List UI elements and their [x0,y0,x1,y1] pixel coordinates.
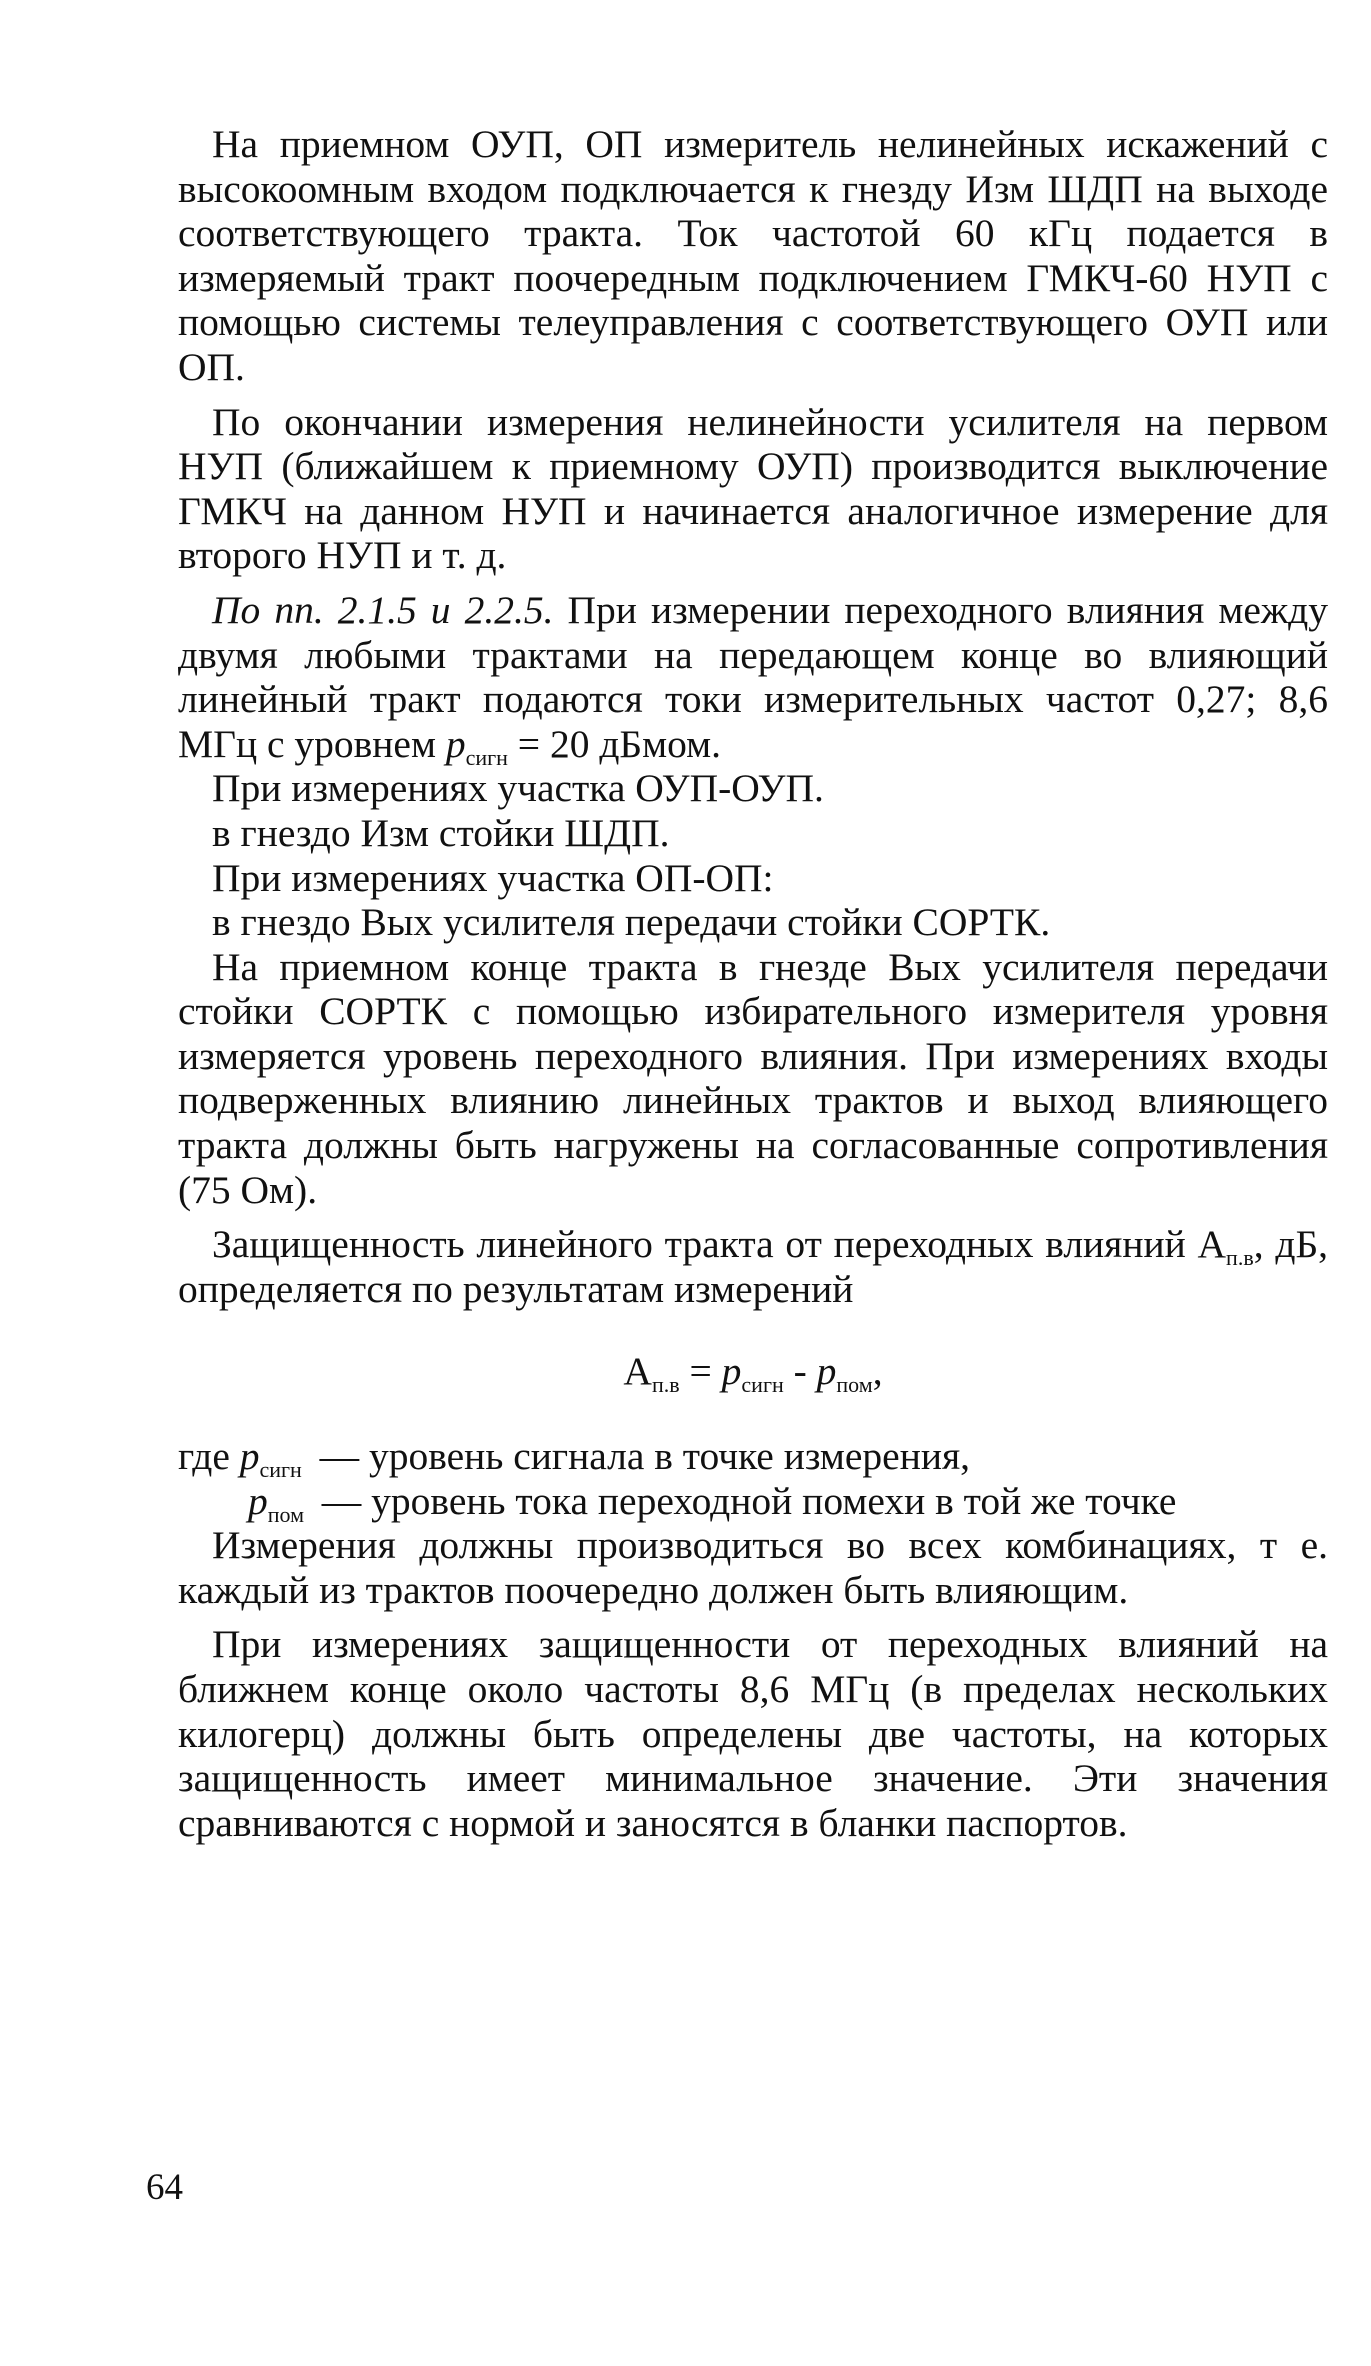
where-noise-text: уровень тока переходной помехи в той же точке [371,1478,1177,1523]
paragraph-crosstalk-measurement [178,587,1328,770]
page-text [178,122,1328,1845]
where-dash: — [319,1434,360,1479]
paragraph-gmkch-switchoff: По окончании измерения нелинейности усилителя на первом НУП (ближайшем к приемному ОУП) производится выключение ГМКЧ на данном НУП и начинается аналогичное измерение для второго НУП и т. д. [178,399,1328,578]
page-number: 64 [146,2167,183,2208]
formula-p-sig: p [721,1349,742,1394]
formula-comma: , [872,1349,883,1394]
symbol-A: A [1197,1222,1227,1267]
where-sub-sig: сигн [259,1457,302,1483]
protection-formula [178,1349,1328,1398]
crosstalk-text: При измерении переходного влияния между двумя любыми трактами на передающем конце во влияющий линейный тракт подаются токи измерительных частот 0,27; 8,6 МГц с уровнем [178,587,1328,766]
paragraph-protection [178,1222,1328,1311]
where-p: p [239,1434,260,1479]
where-symbol-p-sig [239,1434,302,1483]
formula-p-sig-sub: сигн [741,1372,784,1398]
where-indent [178,1479,248,1524]
where-p2: p [248,1478,268,1523]
subscript-sign: сигн [465,744,508,770]
paragraph-izm-socket: в гнездо Изм стойки ШДП. [212,810,670,855]
subscript-pv: п.в [1226,1245,1254,1271]
formula-A: A [623,1349,652,1394]
formula-A-sub: п.в [651,1372,680,1398]
paragraph-near-end: При измерениях защищенности от переходных влияний на ближнем конце около частоты 8,6 МГц (в пределах нескольких килогерц) должны быть определены две частоты, на которых защищенность имеет минимальное значение. Эти значения сравниваются с нормой и заносятся в бланки паспортов. [178,1622,1328,1845]
paragraph-oup-section: При измерениях участка ОУП-ОУП. [212,766,824,811]
formula-p-pom: p [816,1349,837,1394]
where-line-signal [178,1434,1328,1483]
where-signal-text: уровень сигнала в точке измерения, [368,1434,971,1479]
formula-equals: = [679,1349,722,1394]
protection-text: Защищенность линейного тракта от переходных влияний [212,1222,1198,1267]
paragraph-nonlinear-meter: На приемном ОУП, ОП измеритель нелинейных искажений с высокоомным входом подключается к гнезду Изм ШДП на выходе соответствующего тракта. Ток частотой 60 кГц подается в измеряемый тракт поочередным подключением ГМКЧ-60 НУП с помощью системы телеуправления с соответствующего ОУП или ОП. [178,122,1328,389]
paragraph-combinations: Измерения должны производиться во всех комбинациях, т е. каждый из трактов поочередно должен быть влияющим. [178,1523,1328,1612]
paragraph-vyh-socket: в гнездо Вых усилителя передачи стойки СОРТК. [212,900,1051,945]
where-sub-pom: пом [267,1501,305,1527]
section-reference: По пп. 2.1.5 и 2.2.5. [212,587,554,632]
where-word: где [178,1434,230,1479]
symbol-p: p [445,721,466,766]
where-dash-2: — [321,1478,362,1523]
formula-minus: - [783,1349,817,1394]
level-value-text: = 20 дБмом. [507,721,721,766]
protection-tail: , дБ, определяется по результатам измерений [178,1222,1328,1311]
paragraph-op-section: При измерениях участка ОП-ОП: [212,855,774,900]
where-symbol-p-pom [248,1478,305,1527]
where-line-noise [178,1478,1328,1527]
formula-p-pom-sub: пом [836,1372,873,1398]
paragraph-receiving-end: На приемном конце тракта в гнезде Вых усилителя передачи стойки СОРТК с помощью избирательного измерителя уровня измеряется уровень переходного влияния. При измерениях входы подверженных влиянию линейных трактов и выход влияющего тракта должны быть нагружены на согласованные сопротивления (75 Ом). [178,944,1328,1212]
